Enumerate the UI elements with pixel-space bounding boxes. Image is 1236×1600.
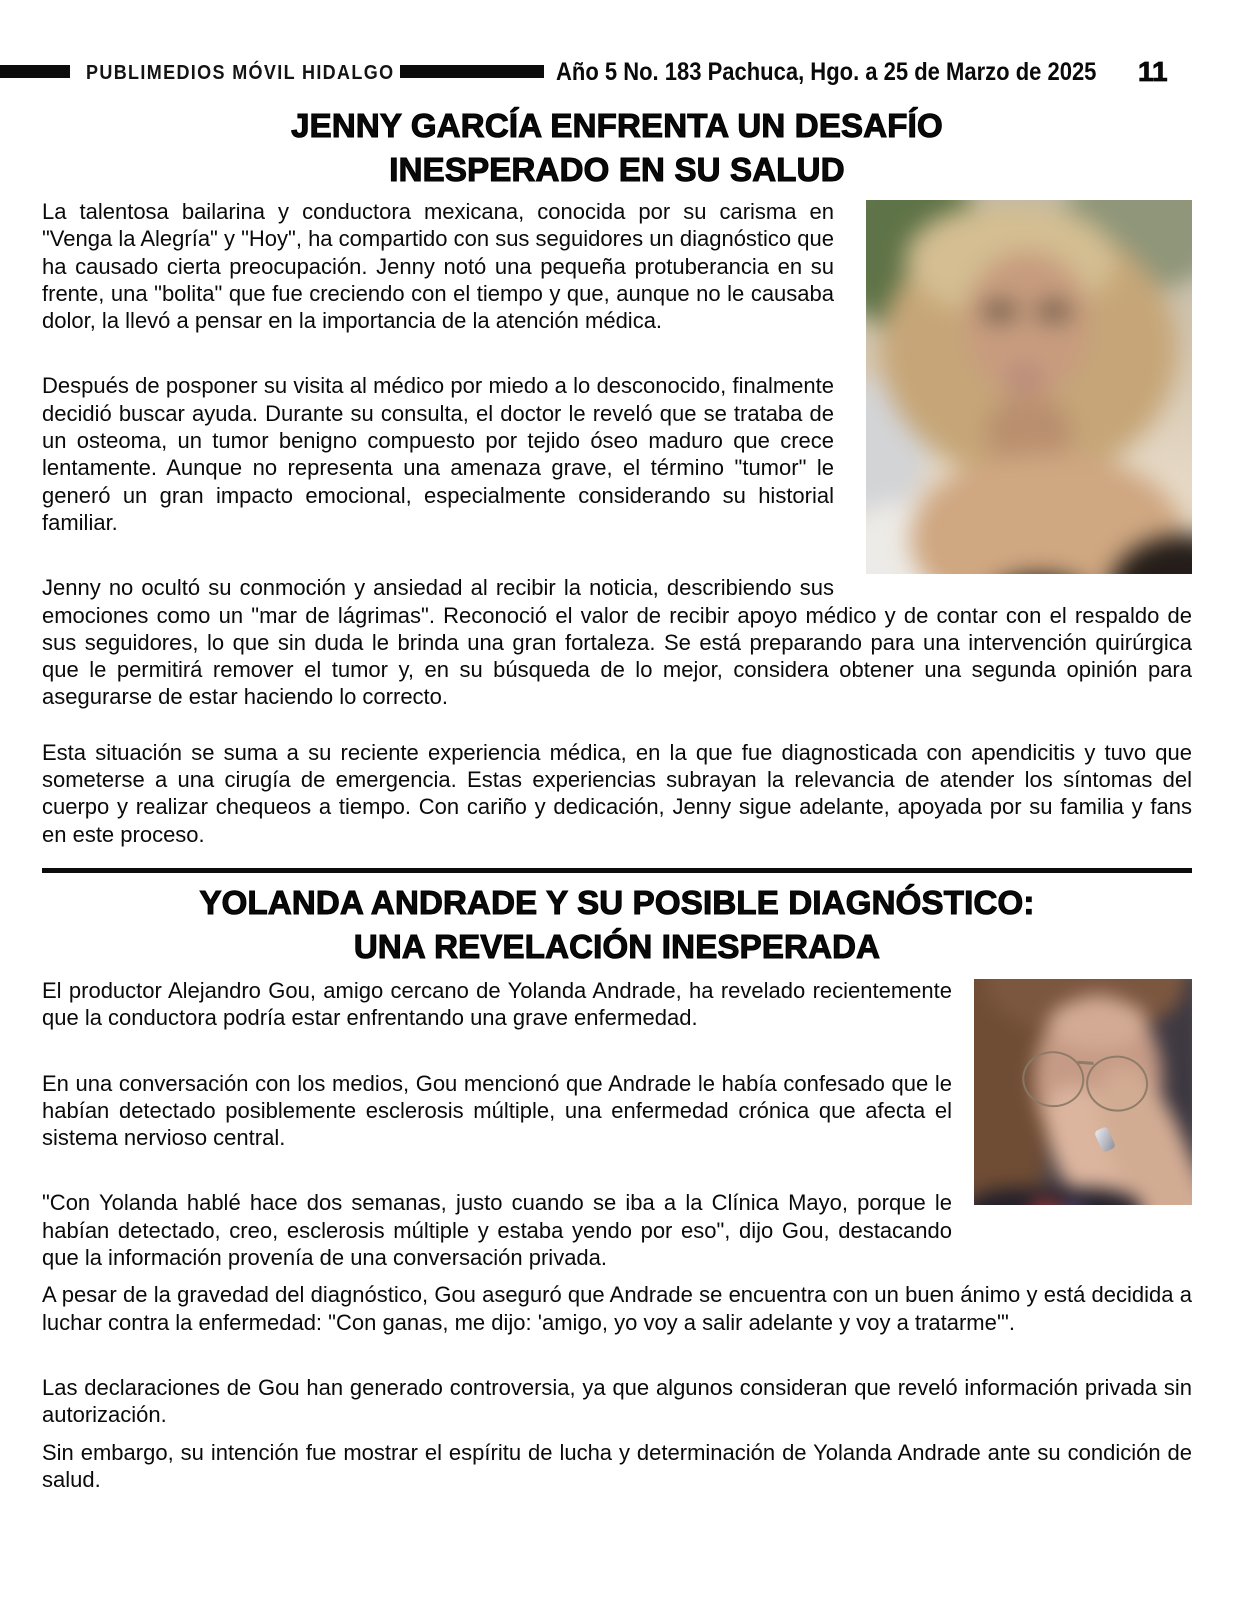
article1-headline <box>42 104 1192 192</box>
photo-texture <box>866 200 1192 574</box>
headline-line: JENNY GARCÍA ENFRENTA UN DESAFÍO <box>291 107 943 144</box>
jenny-garcia-photo <box>866 200 1192 574</box>
article2-paragraph: A pesar de la gravedad del diagnóstico, Gou aseguró que Andrade se encuentra con un buen ánimo y está decidida a luchar contra la enfermedad: "Con ganas, me dijo: 'amigo, yo voy a salir adelante y voy a tratarme'". <box>42 1282 1192 1335</box>
lips-shape <box>1007 367 1043 388</box>
glasses-bridge <box>1077 1060 1093 1064</box>
masthead <box>0 0 1236 102</box>
glasses-lens <box>1084 1053 1150 1113</box>
article1-paragraph: Esta situación se suma a su reciente experiencia médica, en la que fue diagnosticada con apendicitis y tuvo que someterse a una cirugía de emergencia. Estas experiencias subrayan la relevancia de atender los síntomas del cuerpo y realizar chequeos a tiempo. Con cariño y dedicación, Jenny sigue adelante, apoyada por su familia y fans en este proceso. <box>42 739 1192 847</box>
section-divider-rule <box>42 868 1192 873</box>
masthead-rule-mid <box>400 65 544 78</box>
glasses-shape <box>1020 1049 1168 1120</box>
face-shape <box>1049 998 1147 1049</box>
issue-line: Año 5 No. 183 Pachuca, Hgo. a 25 de Marzo de 2025 <box>556 58 1097 86</box>
article2-paragraph: Sin embargo, su intención fue mostrar el espíritu de lucha y determinación de Yolanda Andrade ante su condición de salud. <box>42 1439 1192 1492</box>
yolanda-andrade-photo <box>974 979 1192 1205</box>
article1 <box>42 198 1192 848</box>
article2 <box>42 977 1192 1493</box>
article1-paragraph: La talentosa bailarina y conductora mexicana, conocida por su carisma en "Venga la Alegría" y "Hoy", ha compartido con sus seguidores un diagnóstico que ha causado cierta preocupación. Jenny notó una pequeña protuberancia en su frente, una "bolita" que fue creciendo con el tiempo y que, aunque no le causaba dolor, la llevó a pensar en la importancia de la atención médica. <box>42 199 834 334</box>
article2-headline <box>42 881 1192 969</box>
article2-paragraph: "Con Yolanda hablé hace dos semanas, justo cuando se iba a la Clínica Mayo, porque le habían detectado, creo, esclerosis múltiple y estaba yendo por eso", dijo Gou, destacando que la información provenía de una conversación privada. <box>42 1190 952 1271</box>
article1-paragraph: Después de posponer su visita al médico por miedo a lo desconocido, finalmente decidió buscar ayuda. Durante su consulta, el doctor le reveló que se trataba de un osteoma, un tumor benigno compuesto por tejido óseo maduro que crece lentamente. Aunque no representa una amenaza grave, el término "tumor" le generó un gran impacto emocional, especialmente considerando su historial familiar. <box>42 373 834 535</box>
article2-paragraph: Las declaraciones de Gou han generado controversia, ya que algunos consideran que reveló información privada sin autorización. <box>42 1374 1192 1428</box>
page-content <box>0 104 1236 1493</box>
article1-paragraph: Jenny no ocultó su conmoción y ansiedad al recibir la noticia, describiendo sus emociones como un "mar de lágrimas". Reconoció el valor de recibir apoyo médico y de contar con el respaldo de sus seguidores, lo que sin duda le brinda una gran fortaleza. Se está preparando para una intervención quirúrgica que le permitirá remover el tumor y, en su búsqueda de lo mejor, considera obtener una segunda opinión para asegurarse de estar haciendo lo correcto. <box>42 575 1192 710</box>
masthead-rule-left <box>0 65 70 78</box>
article2-paragraph: En una conversación con los medios, Gou mencionó que Andrade le había confesado que le habían detectado posiblemente esclerosis múltiple, una enfermedad crónica que afecta el sistema nervioso central. <box>42 1070 952 1151</box>
article2-paragraph: El productor Alejandro Gou, amigo cercano de Yolanda Andrade, ha revelado recientemente que la conductora podría estar enfrentando una grave enfermedad. <box>42 977 952 1031</box>
publication-logo: PUBLIMEDIOS MÓVIL HIDALGO <box>86 62 395 84</box>
glasses-lens <box>1020 1049 1086 1109</box>
headline-line: UNA REVELACIÓN INESPERADA <box>353 927 881 965</box>
headline-line: INESPERADO EN SU SALUD <box>389 151 845 188</box>
page-number: 11 <box>1138 56 1168 87</box>
headline-line: YOLANDA ANDRADE Y SU POSIBLE DIAGNÓSTICO: <box>199 883 1035 921</box>
